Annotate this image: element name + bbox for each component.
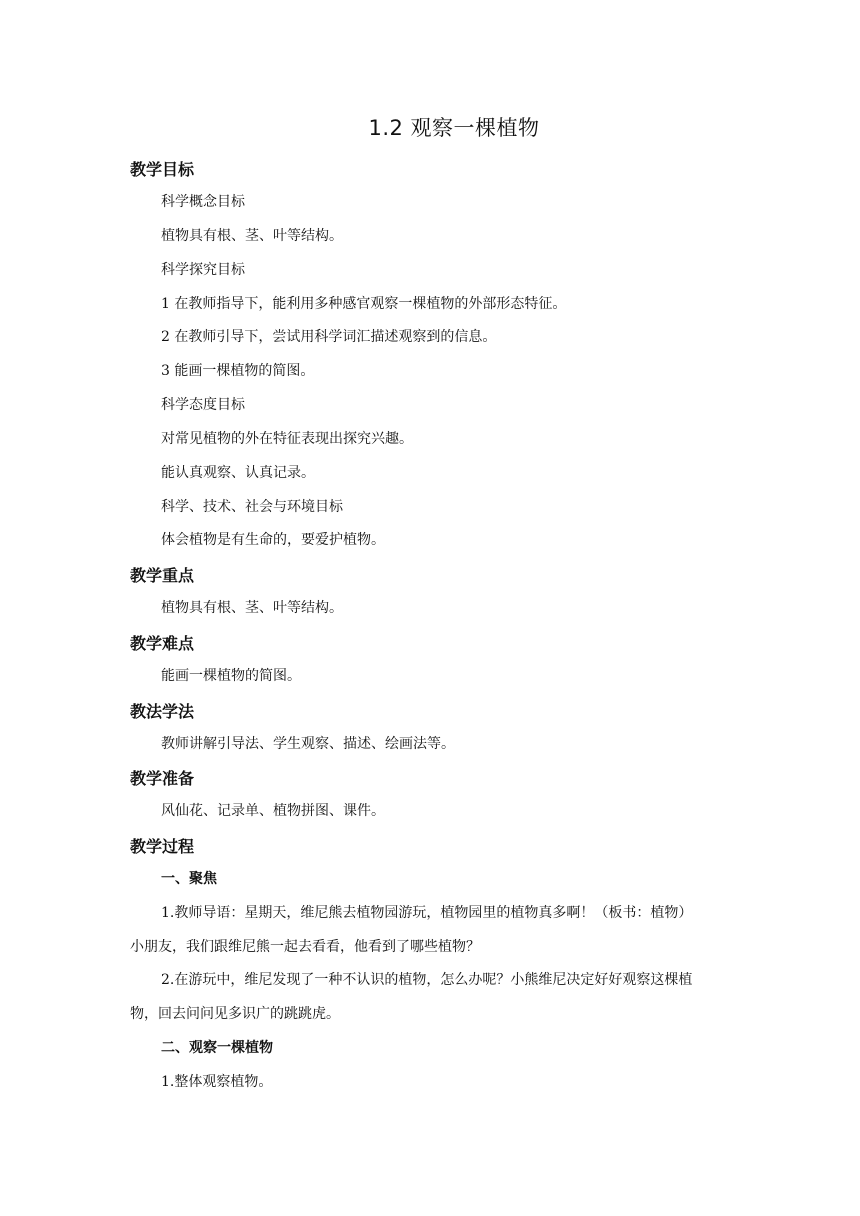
section-heading-goals: 教学目标: [130, 160, 195, 179]
goal-line: 能认真观察、认真记录。: [161, 465, 315, 481]
section-heading-key: 教学重点: [130, 566, 195, 585]
paragraph-line: 1.教师导语：星期天，维尼熊去植物园游玩，植物园里的植物真多啊！（板书：植物）: [161, 905, 693, 921]
subheading-observe: 二、观察一棵植物: [161, 1040, 273, 1056]
section-heading-difficulty: 教学难点: [130, 634, 195, 653]
section-heading-methods: 教法学法: [130, 702, 195, 721]
goal-line: 体会植物是有生命的，要爱护植物。: [161, 532, 385, 548]
goal-line: 科学、技术、社会与环境目标: [161, 499, 343, 515]
paragraph-line: 2.在游玩中，维尼发现了一种不认识的植物，怎么办呢？小熊维尼决定好好观察这棵植: [161, 972, 693, 988]
goal-line: 科学探究目标: [161, 262, 245, 278]
goal-line: 1 在教师指导下，能利用多种感官观察一棵植物的外部形态特征。: [161, 296, 567, 312]
section-heading-prep: 教学准备: [130, 769, 195, 788]
prep-text: 风仙花、记录单、植物拼图、课件。: [161, 803, 385, 819]
paragraph-line: 物，回去问问见多识广的跳跳虎。: [130, 1006, 340, 1022]
goal-line: 科学态度目标: [161, 397, 245, 413]
paragraph-line: 1.整体观察植物。: [161, 1074, 273, 1090]
goal-line: 2 在教师引导下，尝试用科学词汇描述观察到的信息。: [161, 329, 497, 345]
goal-line: 科学概念目标: [161, 194, 245, 210]
paragraph-line: 小朋友，我们跟维尼熊一起去看看，他看到了哪些植物？: [130, 939, 480, 955]
section-heading-process: 教学过程: [130, 837, 195, 856]
methods-text: 教师讲解引导法、学生观察、描述、绘画法等。: [161, 736, 455, 752]
page-title: 1.2 观察一棵植物: [368, 116, 540, 140]
goal-line: 3 能画一棵植物的简图。: [161, 363, 315, 379]
difficulty-text: 能画一棵植物的简图。: [161, 668, 301, 684]
subheading-focus: 一、聚焦: [161, 871, 217, 887]
key-text: 植物具有根、茎、叶等结构。: [161, 600, 343, 616]
goal-line: 植物具有根、茎、叶等结构。: [161, 228, 343, 244]
goal-line: 对常见植物的外在特征表现出探究兴趣。: [161, 431, 413, 447]
